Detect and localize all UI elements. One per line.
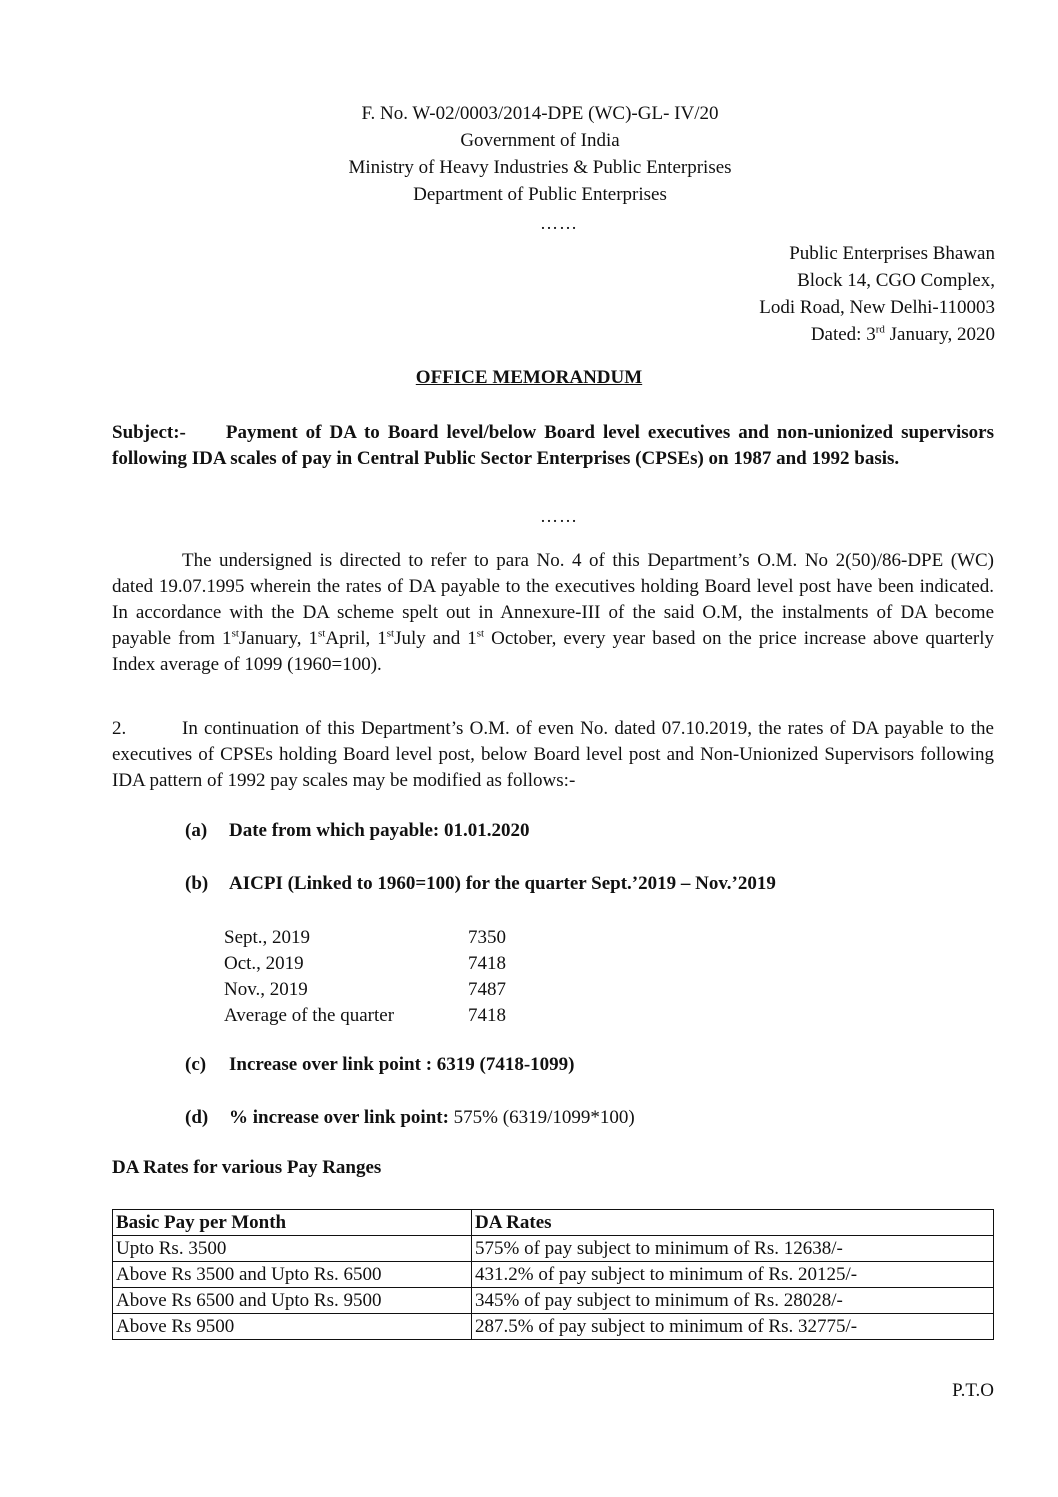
table-header-cell: Basic Pay per Month xyxy=(113,1210,472,1236)
table-row xyxy=(113,1314,994,1340)
address-line-2: Block 14, CGO Complex, xyxy=(797,270,995,291)
table-header-row xyxy=(113,1210,994,1236)
address-block xyxy=(759,240,995,348)
table-cell: 345% of pay subject to minimum of Rs. 28028/- xyxy=(472,1288,994,1314)
table-cell: 575% of pay subject to minimum of Rs. 12638/- xyxy=(472,1236,994,1262)
table-cell: Above Rs 3500 and Upto Rs. 6500 xyxy=(113,1262,472,1288)
table-row xyxy=(113,1288,994,1314)
paragraph-1: The undersigned is directed to refer to para No. 4 of this Department’s O.M. No 2(50)/86-DPE (WC) dated 19.07.1995 wherein the rates of DA payable to the executives holding Board level post have been indicated. In accordance with the DA scheme spelt out in Annexure-III of the said O.M, the instalments of DA become payable from 1stJanuary, 1stApril, 1stJuly and 1st October, every year based on the price increase above quarterly Index average of 1099 (1960=100). xyxy=(112,550,995,675)
item-b: (b) AICPI (Linked to 1960=100) for the quarter Sept.’2019 – Nov.’2019 xyxy=(185,873,776,894)
address-line-3: Lodi Road, New Delhi-110003 xyxy=(759,297,995,318)
ministry-name: Ministry of Heavy Industries & Public Enterprises xyxy=(348,157,732,178)
table-cell: Upto Rs. 3500 xyxy=(113,1236,472,1262)
table-row xyxy=(113,1236,994,1262)
cpi-row: Nov., 2019 7487 xyxy=(224,979,506,1000)
dated-line: Dated: 3rd January, 2020 xyxy=(810,323,995,345)
address-line-1: Public Enterprises Bhawan xyxy=(789,243,995,264)
table-cell: 431.2% of pay subject to minimum of Rs. 20125/- xyxy=(472,1262,994,1288)
separator-dots-2: …… xyxy=(540,506,578,526)
table-cell: Above Rs 9500 xyxy=(113,1314,472,1340)
paragraph-2: 2. In continuation of this Department’s O.M. of even No. dated 07.10.2019, the rates of DA payable to the executives of CPSEs holding Board level post, below Board level post and Non-Unionized Supervisors following IDA pattern of 1992 pay scales may be modified as follows:- xyxy=(112,718,994,791)
department-name: Department of Public Enterprises xyxy=(413,184,667,205)
subject-label: Subject:- xyxy=(112,422,186,443)
table-cell: 287.5% of pay subject to minimum of Rs. 32775/- xyxy=(472,1314,994,1340)
subject-block xyxy=(112,420,994,472)
table-cell: Above Rs 6500 and Upto Rs. 9500 xyxy=(113,1288,472,1314)
item-c: (c) Increase over link point : 6319 (7418-1099) xyxy=(185,1054,575,1075)
table-header-cell: DA Rates xyxy=(472,1210,994,1236)
subject-text: Payment of DA to Board level/below Board level executives and non-unionized supervisors following IDA scales of pay in Central Public Sector Enterprises (CPSEs) on 1987 and 1992 basis. xyxy=(112,422,994,469)
memo-title: OFFICE MEMORANDUM xyxy=(415,367,643,388)
separator-dots: …… xyxy=(540,213,578,233)
government-name: Government of India xyxy=(460,130,620,151)
item-a: (a) Date from which payable: 01.01.2020 xyxy=(185,820,530,841)
cpi-row: Oct., 2019 7418 xyxy=(224,953,506,974)
rates-heading: DA Rates for various Pay Ranges xyxy=(112,1157,382,1178)
letterhead xyxy=(180,100,900,208)
cpi-row: Sept., 2019 7350 xyxy=(224,927,506,948)
item-d: (d) % increase over link point: 575% (6319/1099*100) xyxy=(185,1107,635,1128)
da-rates-table xyxy=(112,1209,994,1340)
table-row xyxy=(113,1262,994,1288)
pto-label: P.T.O xyxy=(952,1380,994,1401)
cpi-row: Average of the quarter 7418 xyxy=(224,1005,506,1026)
cpi-list xyxy=(224,925,506,1029)
file-number: F. No. W-02/0003/2014-DPE (WC)-GL- IV/20 xyxy=(361,103,719,124)
